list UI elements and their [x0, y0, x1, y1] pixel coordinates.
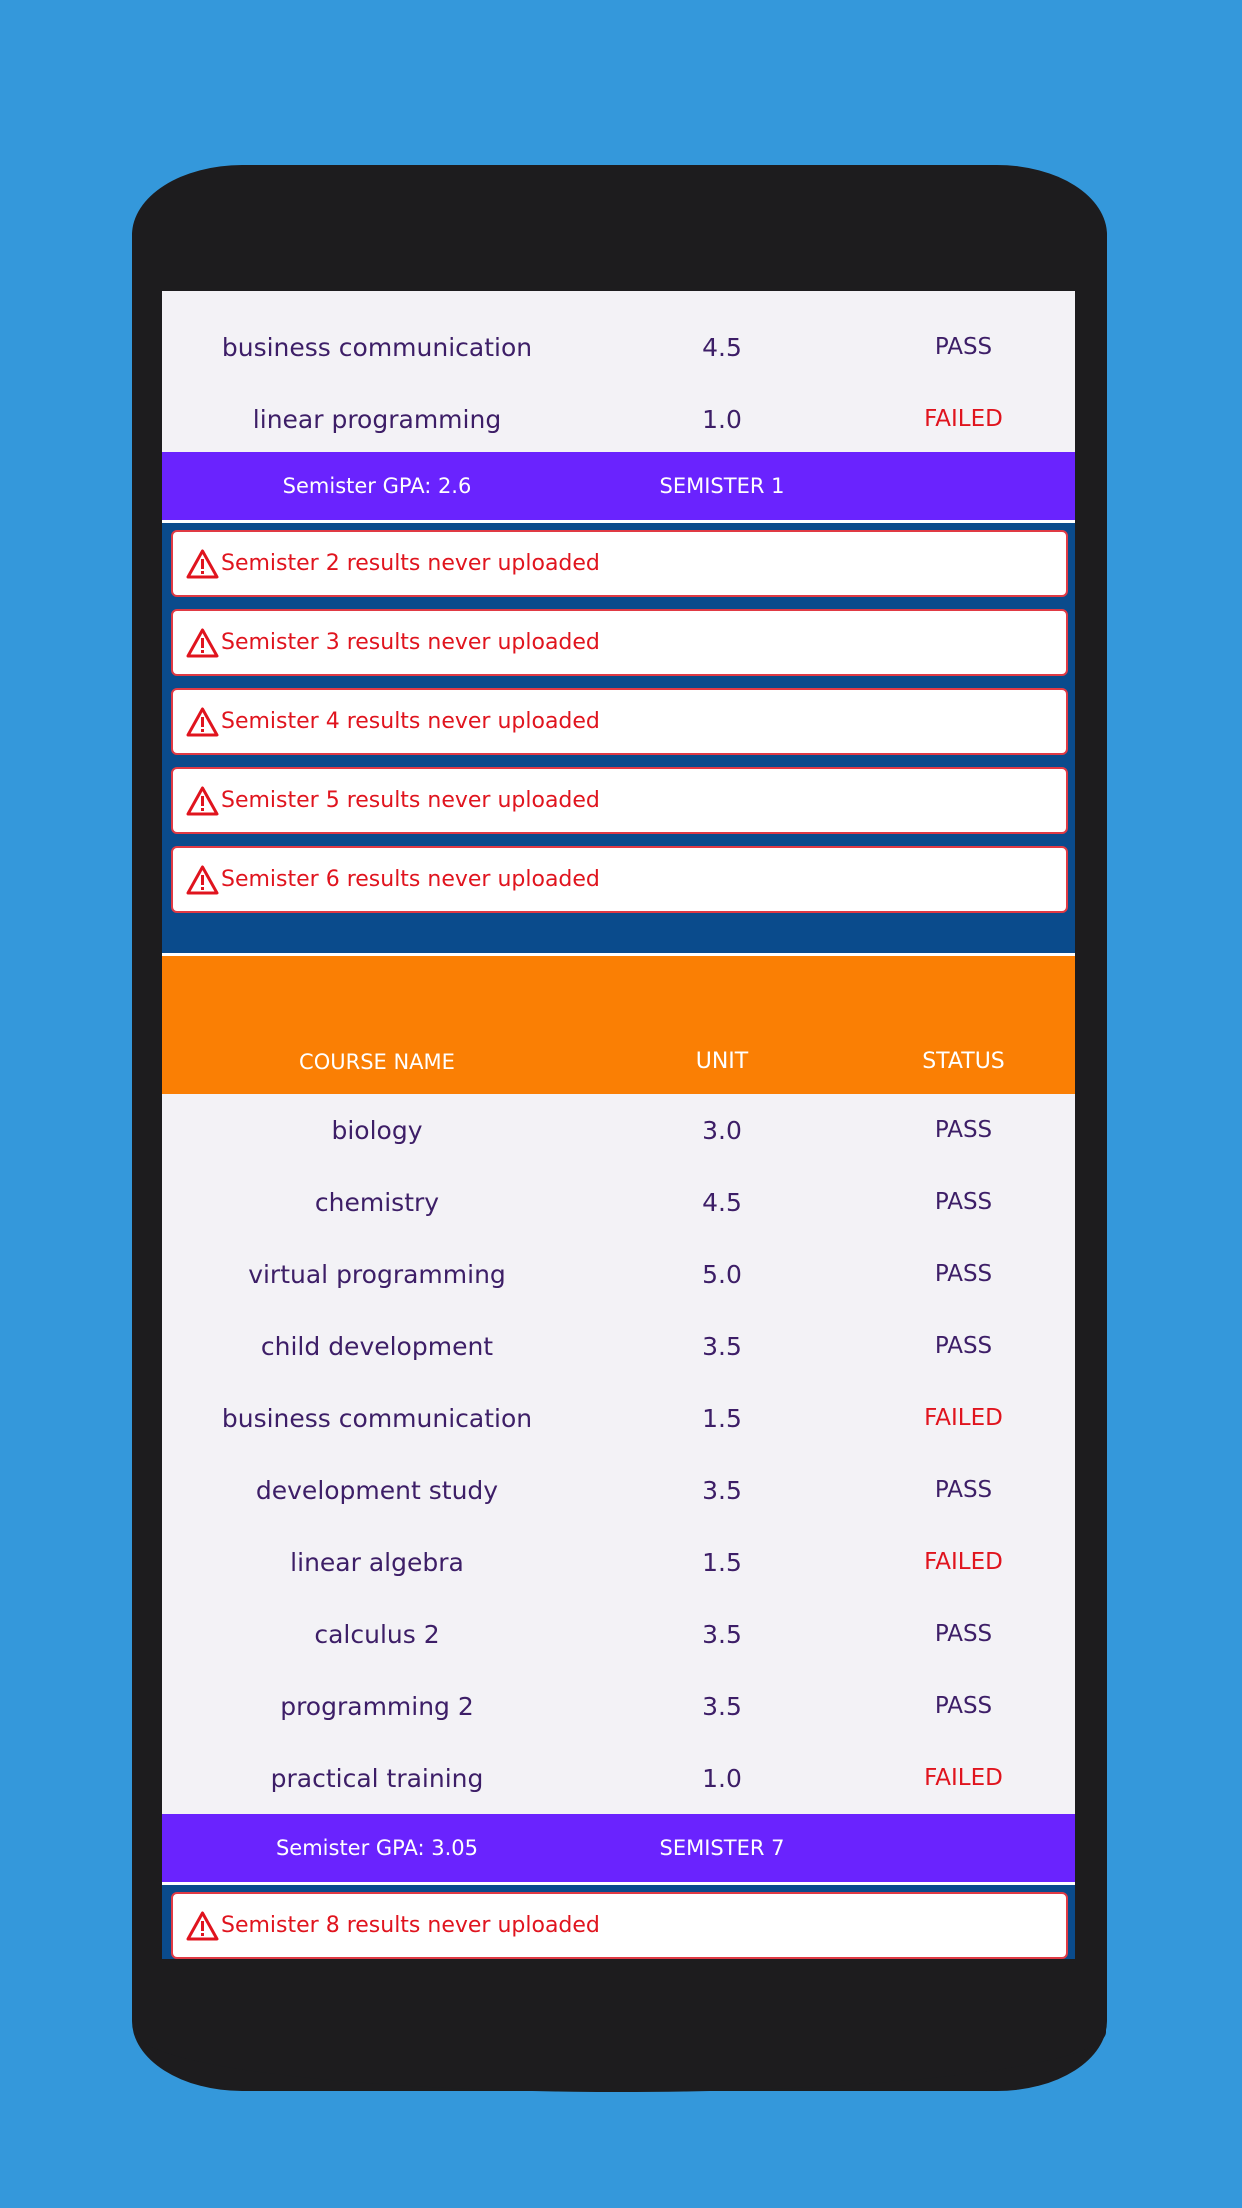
course-status: FAILED: [924, 1549, 1003, 1575]
course-row: [162, 1670, 1075, 1742]
warning-triangle-icon: [186, 865, 219, 895]
missing-result-text: Semister 5 results never uploaded: [221, 788, 600, 813]
course-name: practical training: [270, 1763, 484, 1793]
course-status: PASS: [934, 334, 993, 360]
missing-result-text: Semister 6 results never uploaded: [221, 867, 600, 892]
course-unit: 3.5: [702, 1619, 742, 1649]
course-name: linear programming: [252, 404, 502, 434]
missing-result-text: Semister 2 results never uploaded: [221, 551, 600, 576]
missing-result-card[interactable]: [171, 688, 1068, 755]
course-unit: 3.0: [702, 1115, 742, 1145]
semester-1-courses: [162, 291, 1075, 455]
semester-7-courses: [162, 1094, 1075, 1814]
missing-result-card[interactable]: [171, 609, 1068, 676]
course-row: [162, 1310, 1075, 1382]
course-unit: 5.0: [702, 1259, 742, 1289]
course-unit: 3.5: [702, 1691, 742, 1721]
warning-triangle-icon: [186, 628, 219, 658]
semester-7-gpa-bar: [162, 1814, 1075, 1882]
missing-result-card[interactable]: [171, 846, 1068, 913]
missing-result-card[interactable]: [171, 530, 1068, 597]
course-status: PASS: [934, 1261, 993, 1287]
course-unit: 1.0: [702, 1763, 742, 1793]
course-name: business communication: [221, 332, 533, 362]
course-status: PASS: [934, 1477, 993, 1503]
course-unit: 3.5: [702, 1475, 742, 1505]
course-unit: 4.5: [702, 1187, 742, 1217]
header-status: STATUS: [922, 1049, 1005, 1074]
course-row: [162, 1094, 1075, 1166]
course-status: PASS: [934, 1117, 993, 1143]
course-status: PASS: [934, 1693, 993, 1719]
course-name: linear algebra: [290, 1547, 464, 1577]
missing-result-card[interactable]: [171, 767, 1068, 834]
course-name: calculus 2: [314, 1619, 440, 1649]
course-unit: 1.0: [702, 404, 742, 434]
missing-results-block: [162, 520, 1075, 956]
course-row: [162, 1238, 1075, 1310]
course-status: PASS: [934, 1189, 993, 1215]
course-status: FAILED: [924, 406, 1003, 432]
course-unit: 1.5: [702, 1547, 742, 1577]
course-row: [162, 1526, 1075, 1598]
header-course-name: COURSE NAME: [299, 1050, 455, 1074]
course-status: PASS: [934, 1333, 993, 1359]
semester-gpa: Semister GPA: 2.6: [282, 474, 472, 498]
course-name: virtual programming: [248, 1259, 506, 1289]
course-status: FAILED: [924, 1765, 1003, 1791]
warning-triangle-icon: [186, 786, 219, 816]
course-unit: 1.5: [702, 1403, 742, 1433]
missing-result-text: Semister 8 results never uploaded: [221, 1913, 600, 1938]
course-row: [162, 383, 1075, 455]
course-row: [162, 1454, 1075, 1526]
warning-triangle-icon: [186, 707, 219, 737]
results-screen[interactable]: [162, 291, 1075, 1938]
semester-label: SEMISTER 7: [659, 1836, 785, 1860]
semester-gpa: Semister GPA: 3.05: [275, 1836, 479, 1860]
semester-label: SEMISTER 1: [659, 474, 785, 498]
missing-result-text: Semister 4 results never uploaded: [221, 709, 600, 734]
missing-results-block: [162, 1882, 1075, 1959]
course-name: development study: [255, 1475, 499, 1505]
header-unit: UNIT: [695, 1049, 749, 1074]
missing-result-card[interactable]: [171, 1892, 1068, 1959]
warning-triangle-icon: [186, 549, 219, 579]
course-name: biology: [331, 1115, 423, 1145]
course-name: child development: [260, 1331, 494, 1361]
course-unit: 4.5: [702, 332, 742, 362]
course-name: chemistry: [314, 1187, 440, 1217]
phone-frame-bottom: [136, 1960, 1106, 2092]
warning-triangle-icon: [186, 1911, 219, 1941]
course-status: PASS: [934, 1621, 993, 1647]
table-header: [162, 956, 1075, 1094]
course-row: [162, 1166, 1075, 1238]
semester-1-gpa-bar: [162, 452, 1075, 520]
course-name: business communication: [221, 1403, 533, 1433]
course-name: programming 2: [280, 1691, 474, 1721]
course-row: [162, 311, 1075, 383]
course-row: [162, 1598, 1075, 1670]
course-status: FAILED: [924, 1405, 1003, 1431]
course-row: [162, 1742, 1075, 1814]
course-unit: 3.5: [702, 1331, 742, 1361]
block-spacer: [171, 925, 1068, 945]
missing-result-text: Semister 3 results never uploaded: [221, 630, 600, 655]
course-row: [162, 1382, 1075, 1454]
